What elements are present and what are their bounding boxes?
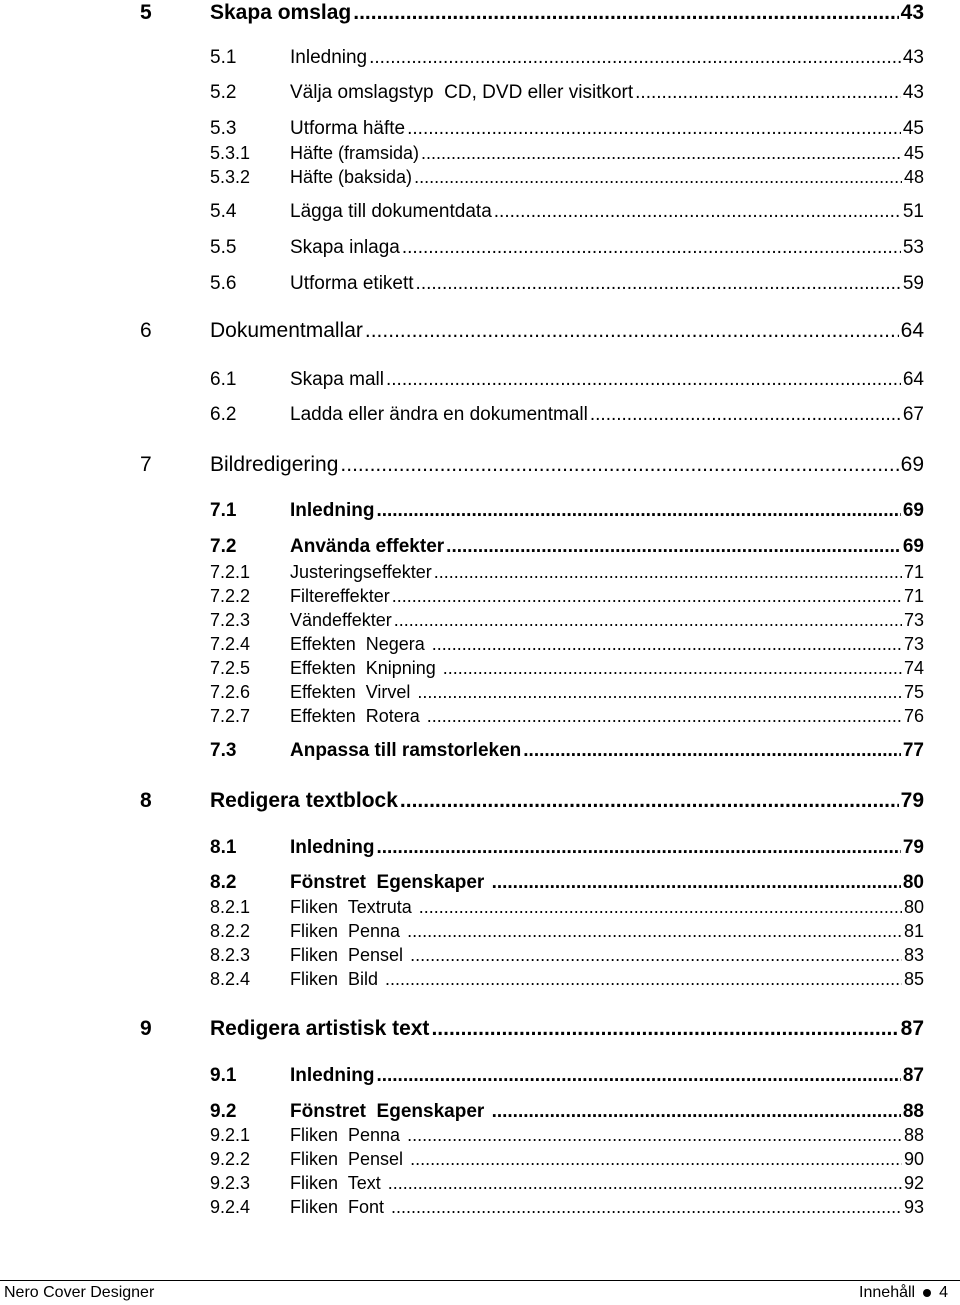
toc-entry [0, 633, 960, 655]
toc-number: 5.4 [210, 201, 237, 222]
toc-page: 71 [903, 562, 924, 582]
toc-title: Häfte (framsida) [290, 143, 420, 163]
toc-entry [0, 535, 960, 559]
toc-page: 76 [903, 706, 924, 726]
toc-title: Lägga till dokumentdata [290, 201, 492, 222]
toc-number: 7.2.2 [210, 586, 251, 606]
toc-number: 8.1 [210, 837, 237, 858]
toc-number: 7.3 [210, 740, 237, 761]
toc-title: Skapa mall [290, 369, 384, 390]
toc-number: 7 [140, 453, 152, 476]
toc-number: 5.2 [210, 82, 237, 103]
toc-title: Dokumentmallar [210, 319, 363, 342]
toc-number: 7.2.6 [210, 682, 251, 702]
toc-entry [0, 609, 960, 631]
toc-title: Inledning [290, 47, 368, 68]
toc-entry [0, 46, 960, 70]
toc-entry [0, 1064, 960, 1088]
toc-title: Bildredigering [210, 453, 339, 476]
toc-entry [0, 403, 960, 427]
toc-page: 88 [902, 1101, 924, 1122]
toc-page: 77 [902, 740, 924, 761]
toc-page: 80 [903, 897, 924, 917]
toc-title: Effekten Knipning [290, 658, 441, 678]
toc-number: 6.1 [210, 369, 237, 390]
toc-number: 8.2.3 [210, 945, 251, 965]
toc-page: 93 [903, 1197, 924, 1217]
toc-entry [0, 657, 960, 679]
toc-page: 71 [903, 586, 924, 606]
toc-page: 79 [902, 837, 924, 858]
toc-page: 80 [902, 872, 924, 893]
toc-entry [0, 739, 960, 763]
toc-title: Skapa inlaga [290, 237, 400, 258]
toc-title: Välja omslagstyp CD, DVD eller visitkort [290, 82, 634, 103]
toc-number: 7.1 [210, 500, 237, 521]
toc-page: 53 [902, 237, 924, 258]
toc-number: 6.2 [210, 404, 237, 425]
toc-title: Inledning [290, 500, 375, 521]
toc-entry [0, 1196, 960, 1218]
toc-page: 75 [903, 682, 924, 702]
toc-page: 45 [903, 143, 924, 163]
toc-number: 8.2.4 [210, 969, 251, 989]
toc-page: 87 [902, 1065, 924, 1086]
toc-entry [0, 836, 960, 860]
toc-entry [0, 896, 960, 918]
toc-page: 69 [900, 453, 924, 476]
toc-entry [0, 200, 960, 224]
toc-number: 8.2 [210, 872, 237, 893]
toc-page: 64 [902, 369, 924, 390]
toc-title: Fliken Pensel [290, 945, 409, 965]
toc-title: Fönstret Egenskaper [290, 1101, 490, 1122]
toc-number: 9.2.4 [210, 1197, 251, 1217]
toc-title: Vändeffekter [290, 610, 392, 630]
toc-title: Inledning [290, 1065, 375, 1086]
toc-page: 69 [902, 500, 924, 521]
toc-number: 5.5 [210, 237, 237, 258]
toc-entry [0, 1148, 960, 1170]
toc-number: 9 [140, 1017, 152, 1040]
toc-number: 8.2.2 [210, 921, 251, 941]
toc-page: 48 [903, 167, 924, 187]
toc-entry [0, 1172, 960, 1194]
toc-title: Effekten Virvel [290, 682, 416, 702]
toc-page: 74 [903, 658, 924, 678]
toc-entry [0, 1124, 960, 1146]
toc-page: 92 [903, 1173, 924, 1193]
toc-title: Skapa omslag [210, 1, 352, 24]
footer-page-number: 4 [939, 1284, 948, 1301]
toc-page: 83 [903, 945, 924, 965]
toc-title: Effekten Rotera [290, 706, 425, 726]
footer-product-name: Nero Cover Designer [4, 1284, 155, 1301]
toc-title: Redigera artistisk text [210, 1017, 430, 1040]
toc-number: 5 [140, 1, 152, 24]
toc-page: 43 [902, 82, 924, 103]
toc-number: 9.2 [210, 1101, 237, 1122]
toc-title: Fliken Bild [290, 969, 384, 989]
toc-number: 7.2.1 [210, 562, 251, 582]
toc-page: 69 [902, 536, 924, 557]
toc-number: 7.2.3 [210, 610, 251, 630]
toc-title: Fliken Text [290, 1173, 386, 1193]
toc-page: 73 [903, 634, 924, 654]
toc-number: 5.3 [210, 118, 237, 139]
toc-title: Inledning [290, 837, 375, 858]
toc-number: 7.2.4 [210, 634, 251, 654]
toc-number: 7.2 [210, 536, 237, 557]
toc-page: 59 [902, 273, 924, 294]
toc-entry [0, 368, 960, 392]
toc-title: Fliken Textruta [290, 897, 417, 917]
toc-page: 79 [900, 789, 924, 812]
toc-number: 9.1 [210, 1065, 237, 1086]
toc-number: 5.3.2 [210, 167, 251, 187]
toc-entry [0, 0, 960, 26]
toc-page: 90 [903, 1149, 924, 1169]
toc-entry [0, 452, 960, 478]
toc-page: 51 [902, 201, 924, 222]
toc-page: 87 [900, 1017, 924, 1040]
toc-title: Utforma häfte [290, 118, 406, 139]
toc-number: 8.2.1 [210, 897, 251, 917]
toc-entry [0, 788, 960, 814]
toc-page: 64 [900, 319, 924, 342]
toc-title: Häfte (baksida) [290, 167, 413, 187]
toc-page: 81 [903, 921, 924, 941]
toc-entry [0, 561, 960, 583]
toc-entry [0, 681, 960, 703]
toc-entry [0, 142, 960, 164]
toc-entry [0, 1100, 960, 1124]
toc-title: Effekten Negera [290, 634, 430, 654]
toc-title: Anpassa till ramstorleken [290, 740, 522, 761]
toc-entry [0, 1016, 960, 1042]
toc-entry [0, 81, 960, 105]
toc-title: Fliken Pensel [290, 1149, 409, 1169]
toc-entry [0, 236, 960, 260]
toc-number: 5.1 [210, 47, 237, 68]
toc-page: 85 [903, 969, 924, 989]
toc-page: 43 [900, 1, 924, 24]
toc-title: Använda effekter [290, 536, 445, 557]
toc-title: Redigera textblock [210, 789, 398, 812]
toc-title: Justeringseffekter [290, 562, 432, 582]
toc-entry [0, 944, 960, 966]
toc-entry [0, 705, 960, 727]
toc-entry [0, 871, 960, 895]
page-footer [0, 1280, 960, 1305]
toc-number: 5.3.1 [210, 143, 251, 163]
toc-title: Utforma etikett [290, 273, 414, 294]
toc-number: 9.2.2 [210, 1149, 251, 1169]
toc-entry [0, 117, 960, 141]
toc-entry [0, 499, 960, 523]
toc-number: 8 [140, 789, 152, 812]
toc-page: 45 [902, 118, 924, 139]
toc-number: 9.2.3 [210, 1173, 251, 1193]
toc-title: Fliken Font [290, 1197, 390, 1217]
toc-entry [0, 585, 960, 607]
toc-title: Filtereffekter [290, 586, 390, 606]
toc-entry [0, 318, 960, 344]
bullet-icon [923, 1289, 931, 1297]
toc-number: 6 [140, 319, 152, 342]
toc-title: Fliken Penna [290, 1125, 406, 1145]
toc-number: 7.2.7 [210, 706, 251, 726]
toc-entry [0, 920, 960, 942]
toc-page: 67 [902, 404, 924, 425]
toc-title: Fliken Penna [290, 921, 406, 941]
toc-title: Fönstret Egenskaper [290, 872, 490, 893]
toc-entry [0, 272, 960, 296]
toc-page: 88 [903, 1125, 924, 1145]
toc-number: 5.6 [210, 273, 237, 294]
toc-number: 7.2.5 [210, 658, 251, 678]
footer-section-label: Innehåll [859, 1284, 916, 1301]
toc-entry [0, 968, 960, 990]
toc-number: 9.2.1 [210, 1125, 251, 1145]
toc-entry [0, 166, 960, 188]
toc-page: 73 [903, 610, 924, 630]
toc-title: Ladda eller ändra en dokumentmall [290, 404, 588, 425]
toc-page: 43 [902, 47, 924, 68]
